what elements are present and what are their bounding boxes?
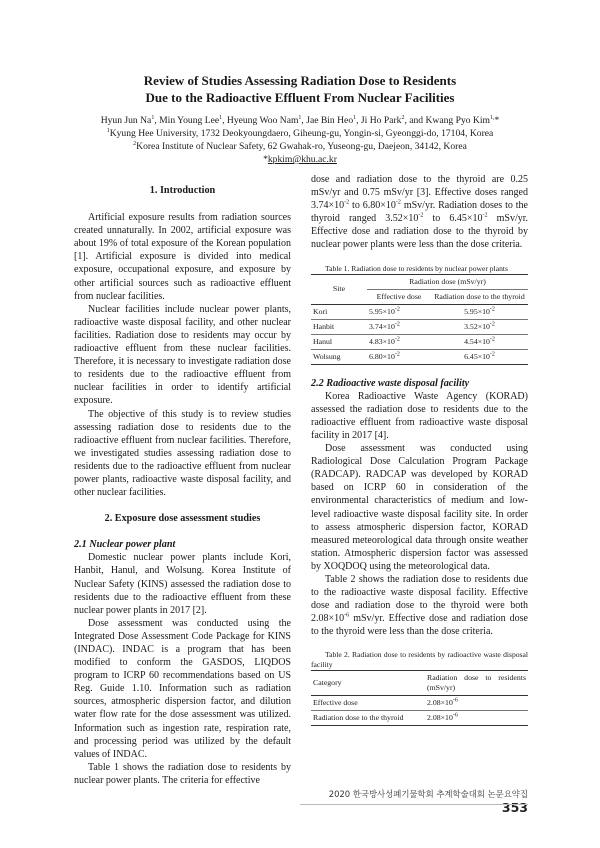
author-block [0,114,600,166]
author: Jae Bin Heo [306,115,354,126]
table-header-site: Site [311,274,367,304]
paper-title [0,72,600,106]
paragraph: Table 2 shows the radiation dose to residents due to the radioactive waste disposal facility. Effective dose and radiation dose to the thyroid were both $2.08\times 10^{-6}$ mSv/yr. Effective dose and radiation dose to the thyroid were less than the dose criteria. [311,573,528,638]
title-line-2: Due to the Radioactive Effluent From Nuclear Facilities [145,90,455,105]
section-heading-introduction: 1. Introduction [149,185,216,196]
table-1-caption: Table 1. Radiation dose to residents by nuclear power plants [325,263,508,273]
title-line-1: Review of Studies Assessing Radiation Dose to Residents [143,73,457,88]
table-header-group: Radiation dose (mSv/yr) [367,274,528,289]
author-list: Hyun Jun Na$^1$, Min Young Lee$^1$, Hyeung Woo Nam$^1$, Jae Bin Heo$^1$, Ji Ho Park$^2$, and Kwang Pyo Kim$^{1,}$* [100,114,500,126]
paragraph: Domestic nuclear power plants include Kori, Hanbit, Hanul, and Wolsung. Korea Institute of Nuclear Safety (KINS) assessed the radiation dose to residents due to the radioactive effluent from these nuclear power plants in 2017 [2]. [74,552,291,616]
table-row: Wolsung $6.80\times 10^{-2}$ $6.45\times 10^{-2}$ [311,349,528,364]
author: Hyun Jun Na [100,115,152,126]
table-header-dose: Radiation dose to residents (mSv/yr) [427,673,526,693]
subsection-heading-waste: 2.2 Radioactive waste disposal facility [311,377,470,389]
table-row: Kori $5.95\times 10^{-2}$ $5.95\times 10^{-2}$ [311,304,528,319]
table-2 [311,670,528,726]
paragraph: Artificial exposure results from radiation sources created unnaturally. In 2002, artificial exposure was about 19% of total exposure of the Korean population [1]. Artificial exposure is divided into medical exposure, occupational exposure, and exposure by other artificial sources such as radioactive effluent from nuclear facilities. [74,212,291,302]
table-1 [311,274,528,365]
table-row: Hanbit $3.74\times 10^{-2}$ $3.52\times 10^{-2}$ [311,319,528,334]
paragraph: Dose assessment was conducted using Radiological Dose Calculation Program Package (RADCAP). RADCAP was developed by KORAD based on ICRP 60 in consideration of the environmental characteristics of medium and low-level radioactive waste disposal facility site. In order to assess atmospheric dispersion factor, KORAD measured meteorological data through onsite weather station. Atmospheric dispersion factor was assessed by XOQDOQ using the meteorological data. [311,443,528,572]
page-number: 353 [501,800,528,815]
paragraph: dose and radiation dose to the thyroid are 0.25 mSv/yr and 0.75 mSv/yr [3]. Effective doses ranged $3.74\times 10^{-2}$ to $6.80\times 10^{-2}$ mSv/yr. Radiation doses to the thyroid ranged $3.52\times 10^{-2}$ to $6.45\times 10^{-2}$ mSv/yr. Effective dose and radiation dose to the thyroid by nuclear power plants were less than the dose criteria. [311,174,528,251]
subsection-heading-npp: 2.1 Nuclear power plant [74,539,176,551]
paragraph: Korea Radioactive Waste Agency (KORAD) assessed the radiation dose to residents due to the radioactive effluent from radioactive waste disposal facility in 2017 [4]. [311,390,528,441]
affiliation-2: $^2$Korea Institute of Nuclear Safety, 62 Gwahak-ro, Yuseong-gu, Daejeon, 34142, Korea [133,140,467,152]
email-link[interactable]: kpkim@khu.ac.kr [267,154,337,165]
footer-rule [300,804,528,805]
author: Hyeung Woo Nam [226,115,299,126]
page-footer [300,788,528,815]
section-heading-assessment: 2. Exposure dose assessment studies [104,513,261,525]
author: Ji Ho Park [360,115,402,126]
left-column [74,184,291,787]
paragraph: Table 1 shows the radiation dose to residents by nuclear power plants. The criteria for effective [74,761,291,786]
right-column [311,173,528,726]
table-row: Hanul $4.83\times 10^{-2}$ $4.54\times 10^{-2}$ [311,334,528,349]
table-row: Effective dose $2.08\times 10^{-6}$ [311,696,528,711]
footer-proceedings-title: 2020 한국방사성폐기물학회 추계학술대회 논문요약집 [328,789,528,799]
table-header-effective: Effective dose [376,291,422,301]
table-header-thyroid: Radiation dose to the thyroid [434,291,525,301]
affiliation-1: $^1$Kyung Hee University, 1732 Deokyoungdaero, Giheung-gu, Yongin-si, Gyeonggi-do, 17104, Korea [106,127,494,139]
table-row: Radiation dose to the thyroid $2.08\times 10^{-6}$ [311,711,528,726]
author: Kwang Pyo Kim [425,115,490,126]
email-line: *kpkim@khu.ac.kr [263,154,337,165]
paragraph: Dose assessment was conducted using the Integrated Dose Assessment Code Package for KINS (INDAC). INDAC is a program that has been modified to conform the GASDOS, LIQDOS program to ICRP 60 recommendations based on US Reg. Guide 1.10. Information such as radiation sources, atmospheric dispersion factor, and dilution water flow rate for the dose assessment was utilized. Information such as ingestion rate, respiration rate, and processing period was utilized by the default values of INDAC. [74,617,291,760]
table-2-caption: Table 2. Radiation dose to residents by radioactive waste disposal facility [311,650,528,670]
paragraph: Nuclear facilities include nuclear power plants, radioactive waste disposal facility, and other nuclear facilities. Radiation dose to residents may occur by radioactive effluent from these nuclear facilities. Therefore, it is necessary to investigate radiation dose to residents due to the radioactive effluent from nuclear facilities in order to identify artificial exposure. [74,303,291,407]
paragraph: The objective of this study is to review studies assessing radiation dose to residents due to the radioactive effluent from nuclear facilities. Therefore, we investigated studies assessing radiation dose to residents due to the radioactive effluent from nuclear power plants, radioactive waste disposal facility, and other nuclear facilities. [74,408,291,499]
table-header-category: Category [313,678,342,688]
author: Min Young Lee [159,115,220,126]
